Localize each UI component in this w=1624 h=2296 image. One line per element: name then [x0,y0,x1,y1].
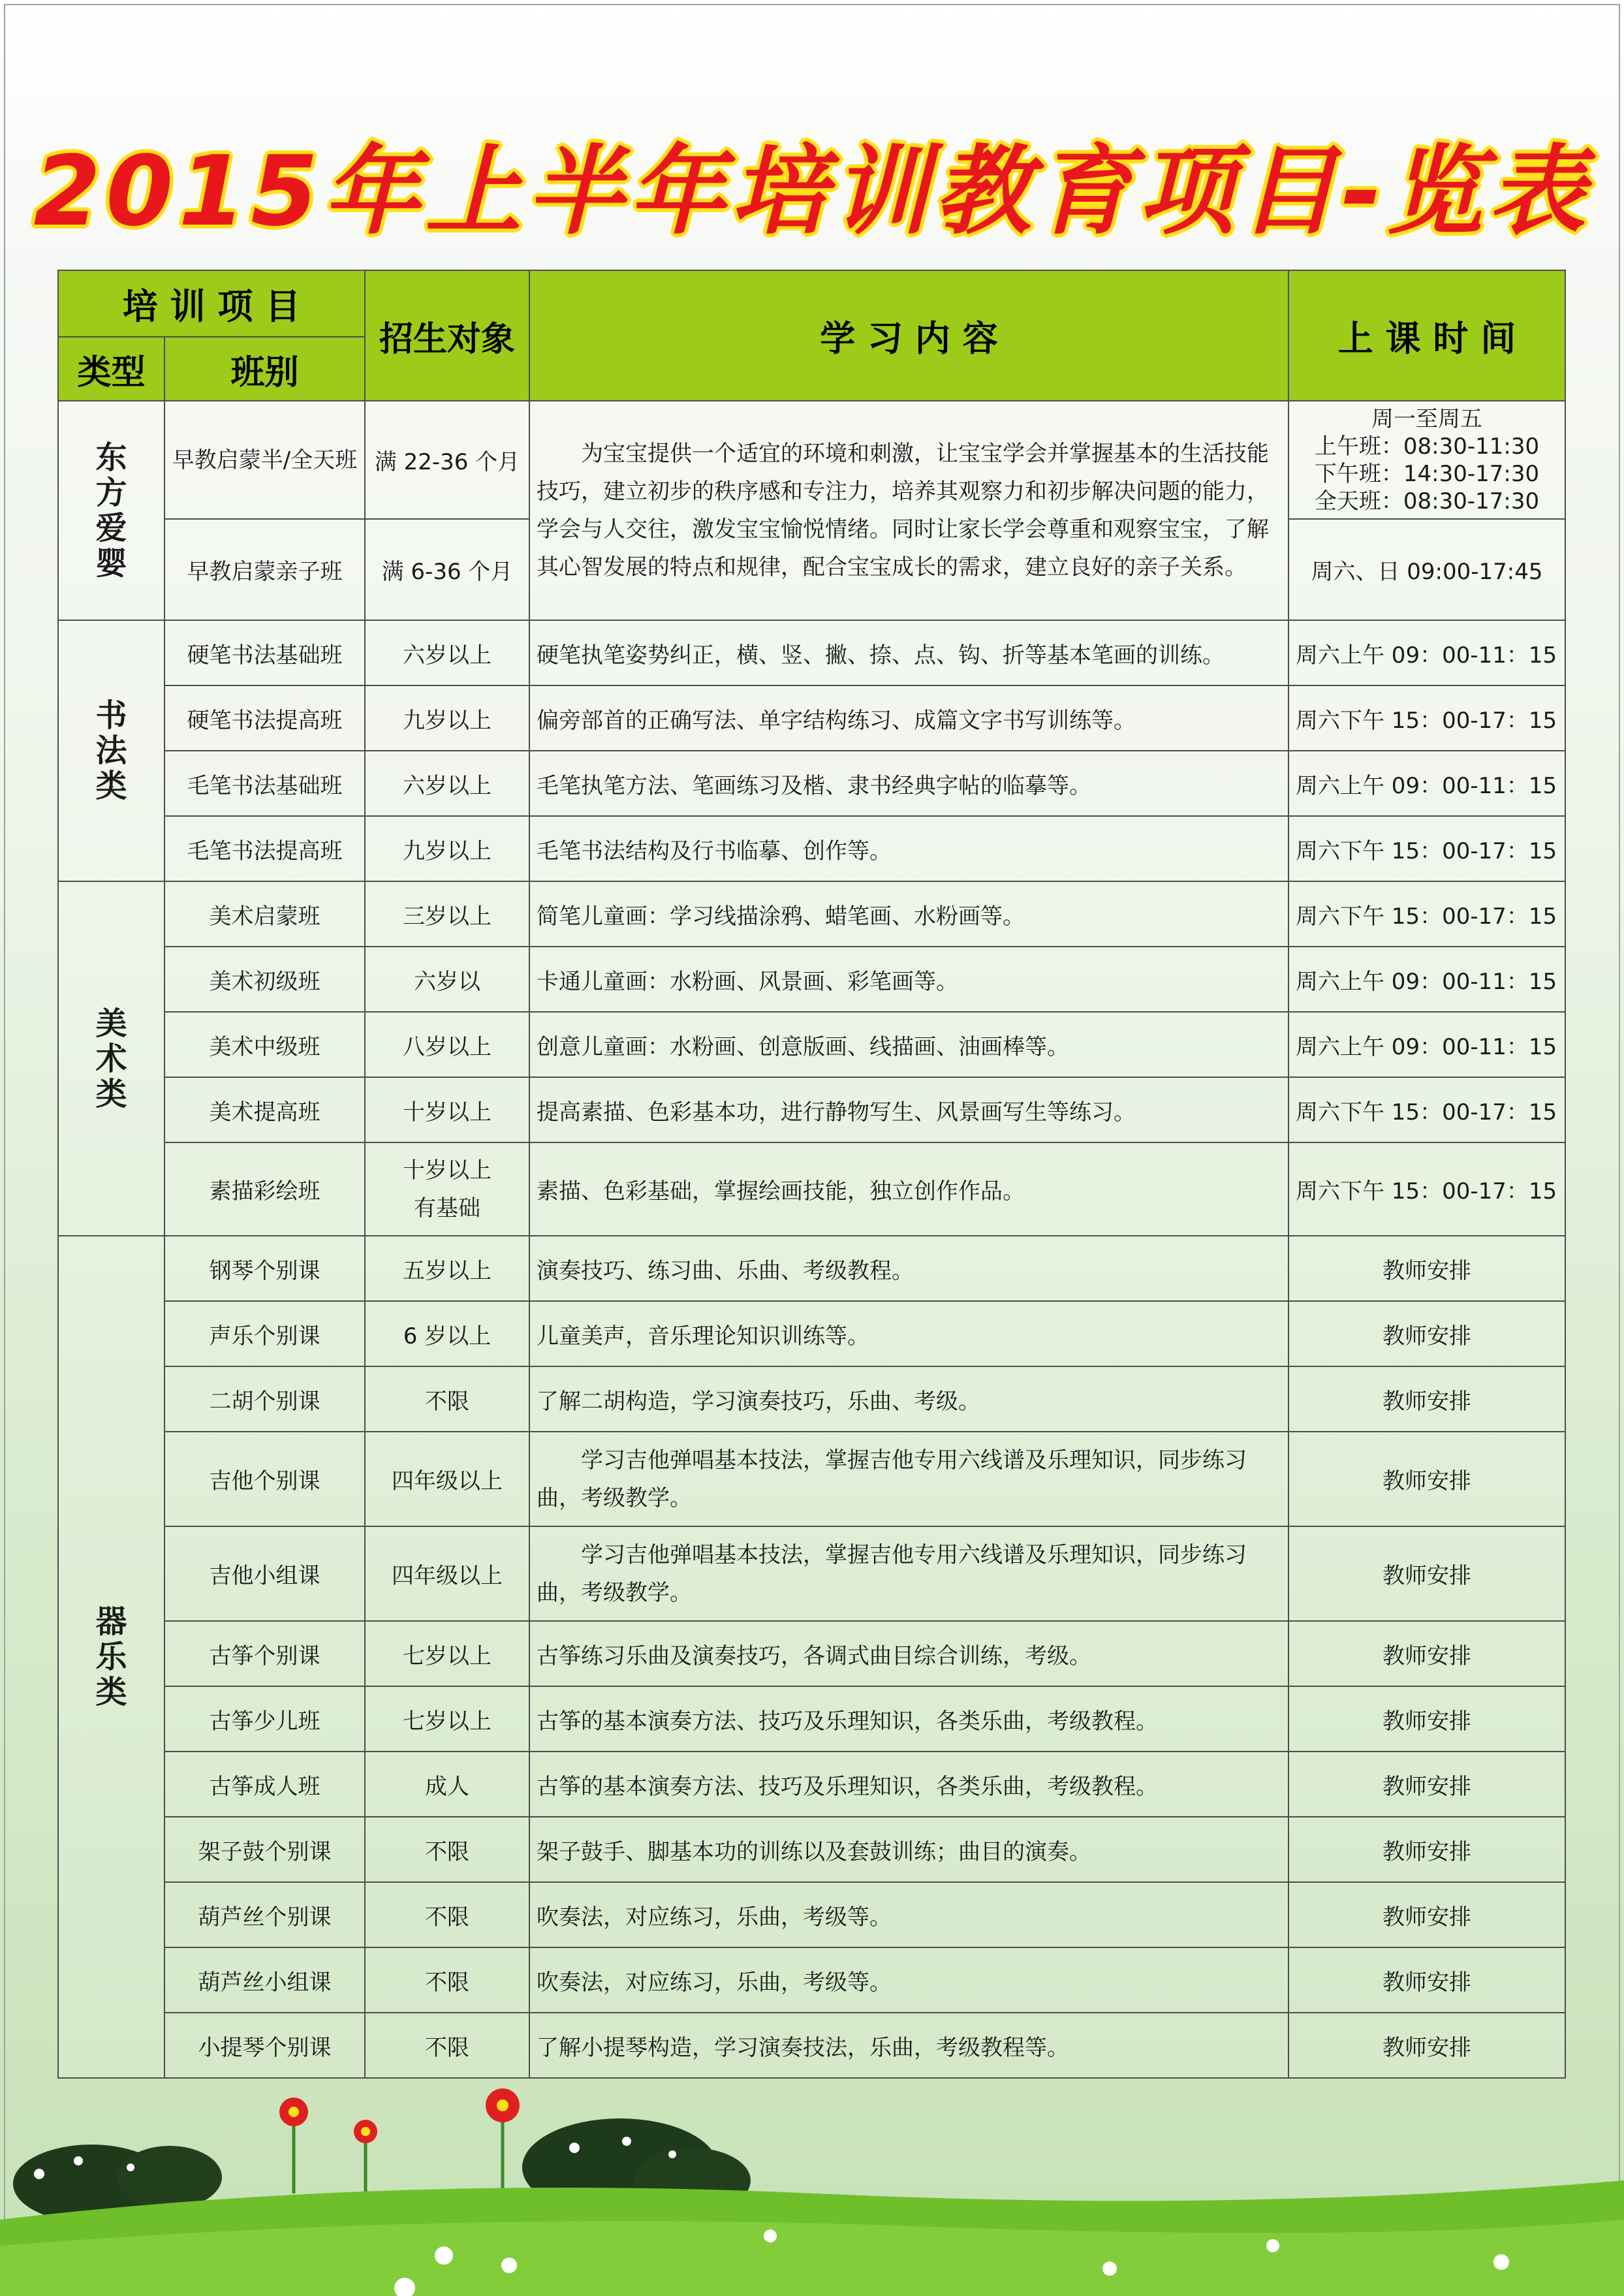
class-cell: 葫芦丝个别课 [164,1882,365,1947]
time-cell: 周六下午 15：00-17：15 [1288,685,1565,751]
header-time: 上 课 时 间 [1288,270,1565,401]
content-cell: 学习吉他弹唱基本技法，掌握吉他专用六线谱及乐理知识，同步练习曲，考级教学。 [529,1432,1288,1526]
time-line: 下午班：14:30-17:30 [1314,460,1540,487]
content-cell: 吹奏法，对应练习，乐曲，考级等。 [529,1947,1288,2013]
class-cell: 钢琴个别课 [164,1236,365,1301]
time-line: 周一至周五 [1371,405,1482,432]
class-cell: 早教启蒙半/全天班 [164,401,365,519]
class-cell: 美术提高班 [164,1077,365,1142]
target-cell: 不限 [365,1817,529,1882]
target-cell: 十岁以上 [365,1077,529,1142]
target-cell: 七岁以上 [365,1686,529,1752]
content-cell: 毛笔书法结构及行书临摹、创作等。 [529,816,1288,881]
time-cell: 周六下午 15：00-17：15 [1288,881,1565,947]
target-cell: 不限 [365,1947,529,2013]
content-cell: 创意儿童画：水粉画、创意版画、线描画、油画棒等。 [529,1012,1288,1077]
time-cell [1288,401,1565,519]
class-cell: 小提琴个别课 [164,2013,365,2078]
time-line: 上午班：08:30-11:30 [1314,433,1540,460]
target-cell: 6 岁以上 [365,1301,529,1366]
target-cell: 满 6-36 个月 [365,519,529,620]
time-cell: 周六下午 15：00-17：15 [1288,1077,1565,1142]
class-cell: 硬笔书法基础班 [164,620,365,685]
time-cell: 教师安排 [1288,1526,1565,1621]
time-cell: 教师安排 [1288,1947,1565,2013]
time-cell: 教师安排 [1288,1301,1565,1366]
target-cell: 八岁以上 [365,1012,529,1077]
category-music: 器乐类 [58,1236,164,2078]
content-cell: 古筝的基本演奏方法、技巧及乐理知识，各类乐曲，考级教程。 [529,1752,1288,1817]
category-calligraphy: 书法类 [58,620,164,881]
target-cell: 七岁以上 [365,1621,529,1686]
time-cell: 周六上午 09：00-11：15 [1288,751,1565,816]
content-cell: 古筝的基本演奏方法、技巧及乐理知识，各类乐曲，考级教程。 [529,1686,1288,1752]
page-title: 2015年上半年培训教育项目-览表 [33,135,1591,247]
class-cell: 吉他小组课 [164,1526,365,1621]
time-cell: 教师安排 [1288,1686,1565,1752]
content-cell: 硬笔执笔姿势纠正，横、竖、撇、捺、点、钩、折等基本笔画的训练。 [529,620,1288,685]
class-cell: 二胡个别课 [164,1366,365,1432]
class-cell: 美术初级班 [164,947,365,1012]
content-cell: 提高素描、色彩基本功，进行静物写生、风景画写生等练习。 [529,1077,1288,1142]
content-cell: 简笔儿童画：学习线描涂鸦、蜡笔画、水粉画等。 [529,881,1288,947]
time-cell: 周六下午 15：00-17：15 [1288,1142,1565,1236]
time-line: 全天班：08:30-17:30 [1314,488,1540,514]
time-cell: 周六上午 09：00-11：15 [1288,620,1565,685]
content-cell: 架子鼓手、脚基本功的训练以及套鼓训练；曲目的演奏。 [529,1817,1288,1882]
content-cell: 为宝宝提供一个适宜的环境和刺激，让宝宝学会并掌握基本的生活技能技巧，建立初步的秩序感和专注力，培养其观察力和初步解决问题的能力，学会与人交往，激发宝宝愉悦情绪。同时让家长学会尊重和观察宝宝，了解其心智发展的特点和规律，配合宝宝成长的需求，建立良好的亲子关系。 [529,401,1288,620]
category-infant: 东方爱婴 [58,401,164,620]
target-cell: 五岁以上 [365,1236,529,1301]
header-type: 类型 [58,337,164,401]
target-cell: 九岁以上 [365,685,529,751]
target-line: 十岁以上 [403,1157,492,1184]
class-cell: 古筝个别课 [164,1621,365,1686]
header-class: 班别 [164,337,365,401]
content-cell: 了解二胡构造，学习演奏技巧，乐曲、考级。 [529,1366,1288,1432]
target-cell: 成人 [365,1752,529,1817]
content-cell: 古筝练习乐曲及演奏技巧，各调式曲目综合训练，考级。 [529,1621,1288,1686]
class-cell: 吉他个别课 [164,1432,365,1526]
target-cell: 满 22-36 个月 [365,401,529,519]
category-art: 美术类 [58,881,164,1236]
class-cell: 美术中级班 [164,1012,365,1077]
time-cell: 教师安排 [1288,1366,1565,1432]
grass-flowers-illustration [0,2069,1624,2296]
target-cell: 不限 [365,2013,529,2078]
class-cell: 毛笔书法提高班 [164,816,365,881]
class-cell: 古筝少儿班 [164,1686,365,1752]
content-cell: 吹奏法，对应练习，乐曲，考级等。 [529,1882,1288,1947]
time-cell: 周六、日 09:00-17:45 [1288,519,1565,620]
target-cell: 不限 [365,1366,529,1432]
content-cell: 儿童美声，音乐理论知识训练等。 [529,1301,1288,1366]
time-cell: 教师安排 [1288,1621,1565,1686]
class-cell: 葫芦丝小组课 [164,1947,365,2013]
content-cell: 偏旁部首的正确写法、单字结构练习、成篇文字书写训练等。 [529,685,1288,751]
header-project: 培 训 项 目 [58,270,365,337]
content-cell: 了解小提琴构造，学习演奏技法，乐曲，考级教程等。 [529,2013,1288,2078]
time-cell: 教师安排 [1288,1882,1565,1947]
target-cell [365,1142,529,1236]
time-cell: 周六下午 15：00-17：15 [1288,816,1565,881]
class-cell: 古筝成人班 [164,1752,365,1817]
target-cell: 九岁以上 [365,816,529,881]
time-cell: 教师安排 [1288,1752,1565,1817]
class-cell: 素描彩绘班 [164,1142,365,1236]
header-target: 招生对象 [365,270,529,401]
target-line: 有基础 [414,1195,480,1221]
time-cell: 周六上午 09：00-11：15 [1288,947,1565,1012]
time-cell: 周六上午 09：00-11：15 [1288,1012,1565,1077]
time-cell: 教师安排 [1288,1817,1565,1882]
time-cell: 教师安排 [1288,1236,1565,1301]
target-cell: 六岁以上 [365,620,529,685]
content-cell: 学习吉他弹唱基本技法，掌握吉他专用六线谱及乐理知识，同步练习曲，考级教学。 [529,1526,1288,1621]
schedule-table [57,270,1566,2079]
target-cell: 四年级以上 [365,1526,529,1621]
time-cell: 教师安排 [1288,2013,1565,2078]
header-content: 学 习 内 容 [529,270,1288,401]
target-cell: 三岁以上 [365,881,529,947]
content-cell: 毛笔执笔方法、笔画练习及楷、隶书经典字帖的临摹等。 [529,751,1288,816]
target-cell: 不限 [365,1882,529,1947]
class-cell: 硬笔书法提高班 [164,685,365,751]
target-cell: 六岁以上 [365,751,529,816]
content-cell: 演奏技巧、练习曲、乐曲、考级教程。 [529,1236,1288,1301]
content-cell: 素描、色彩基础，掌握绘画技能，独立创作作品。 [529,1142,1288,1236]
class-cell: 架子鼓个别课 [164,1817,365,1882]
class-cell: 美术启蒙班 [164,881,365,947]
class-cell: 声乐个别课 [164,1301,365,1366]
content-cell: 卡通儿童画：水粉画、风景画、彩笔画等。 [529,947,1288,1012]
class-cell: 早教启蒙亲子班 [164,519,365,620]
target-cell: 四年级以上 [365,1432,529,1526]
class-cell: 毛笔书法基础班 [164,751,365,816]
target-cell: 六岁以 [365,947,529,1012]
time-cell: 教师安排 [1288,1432,1565,1526]
